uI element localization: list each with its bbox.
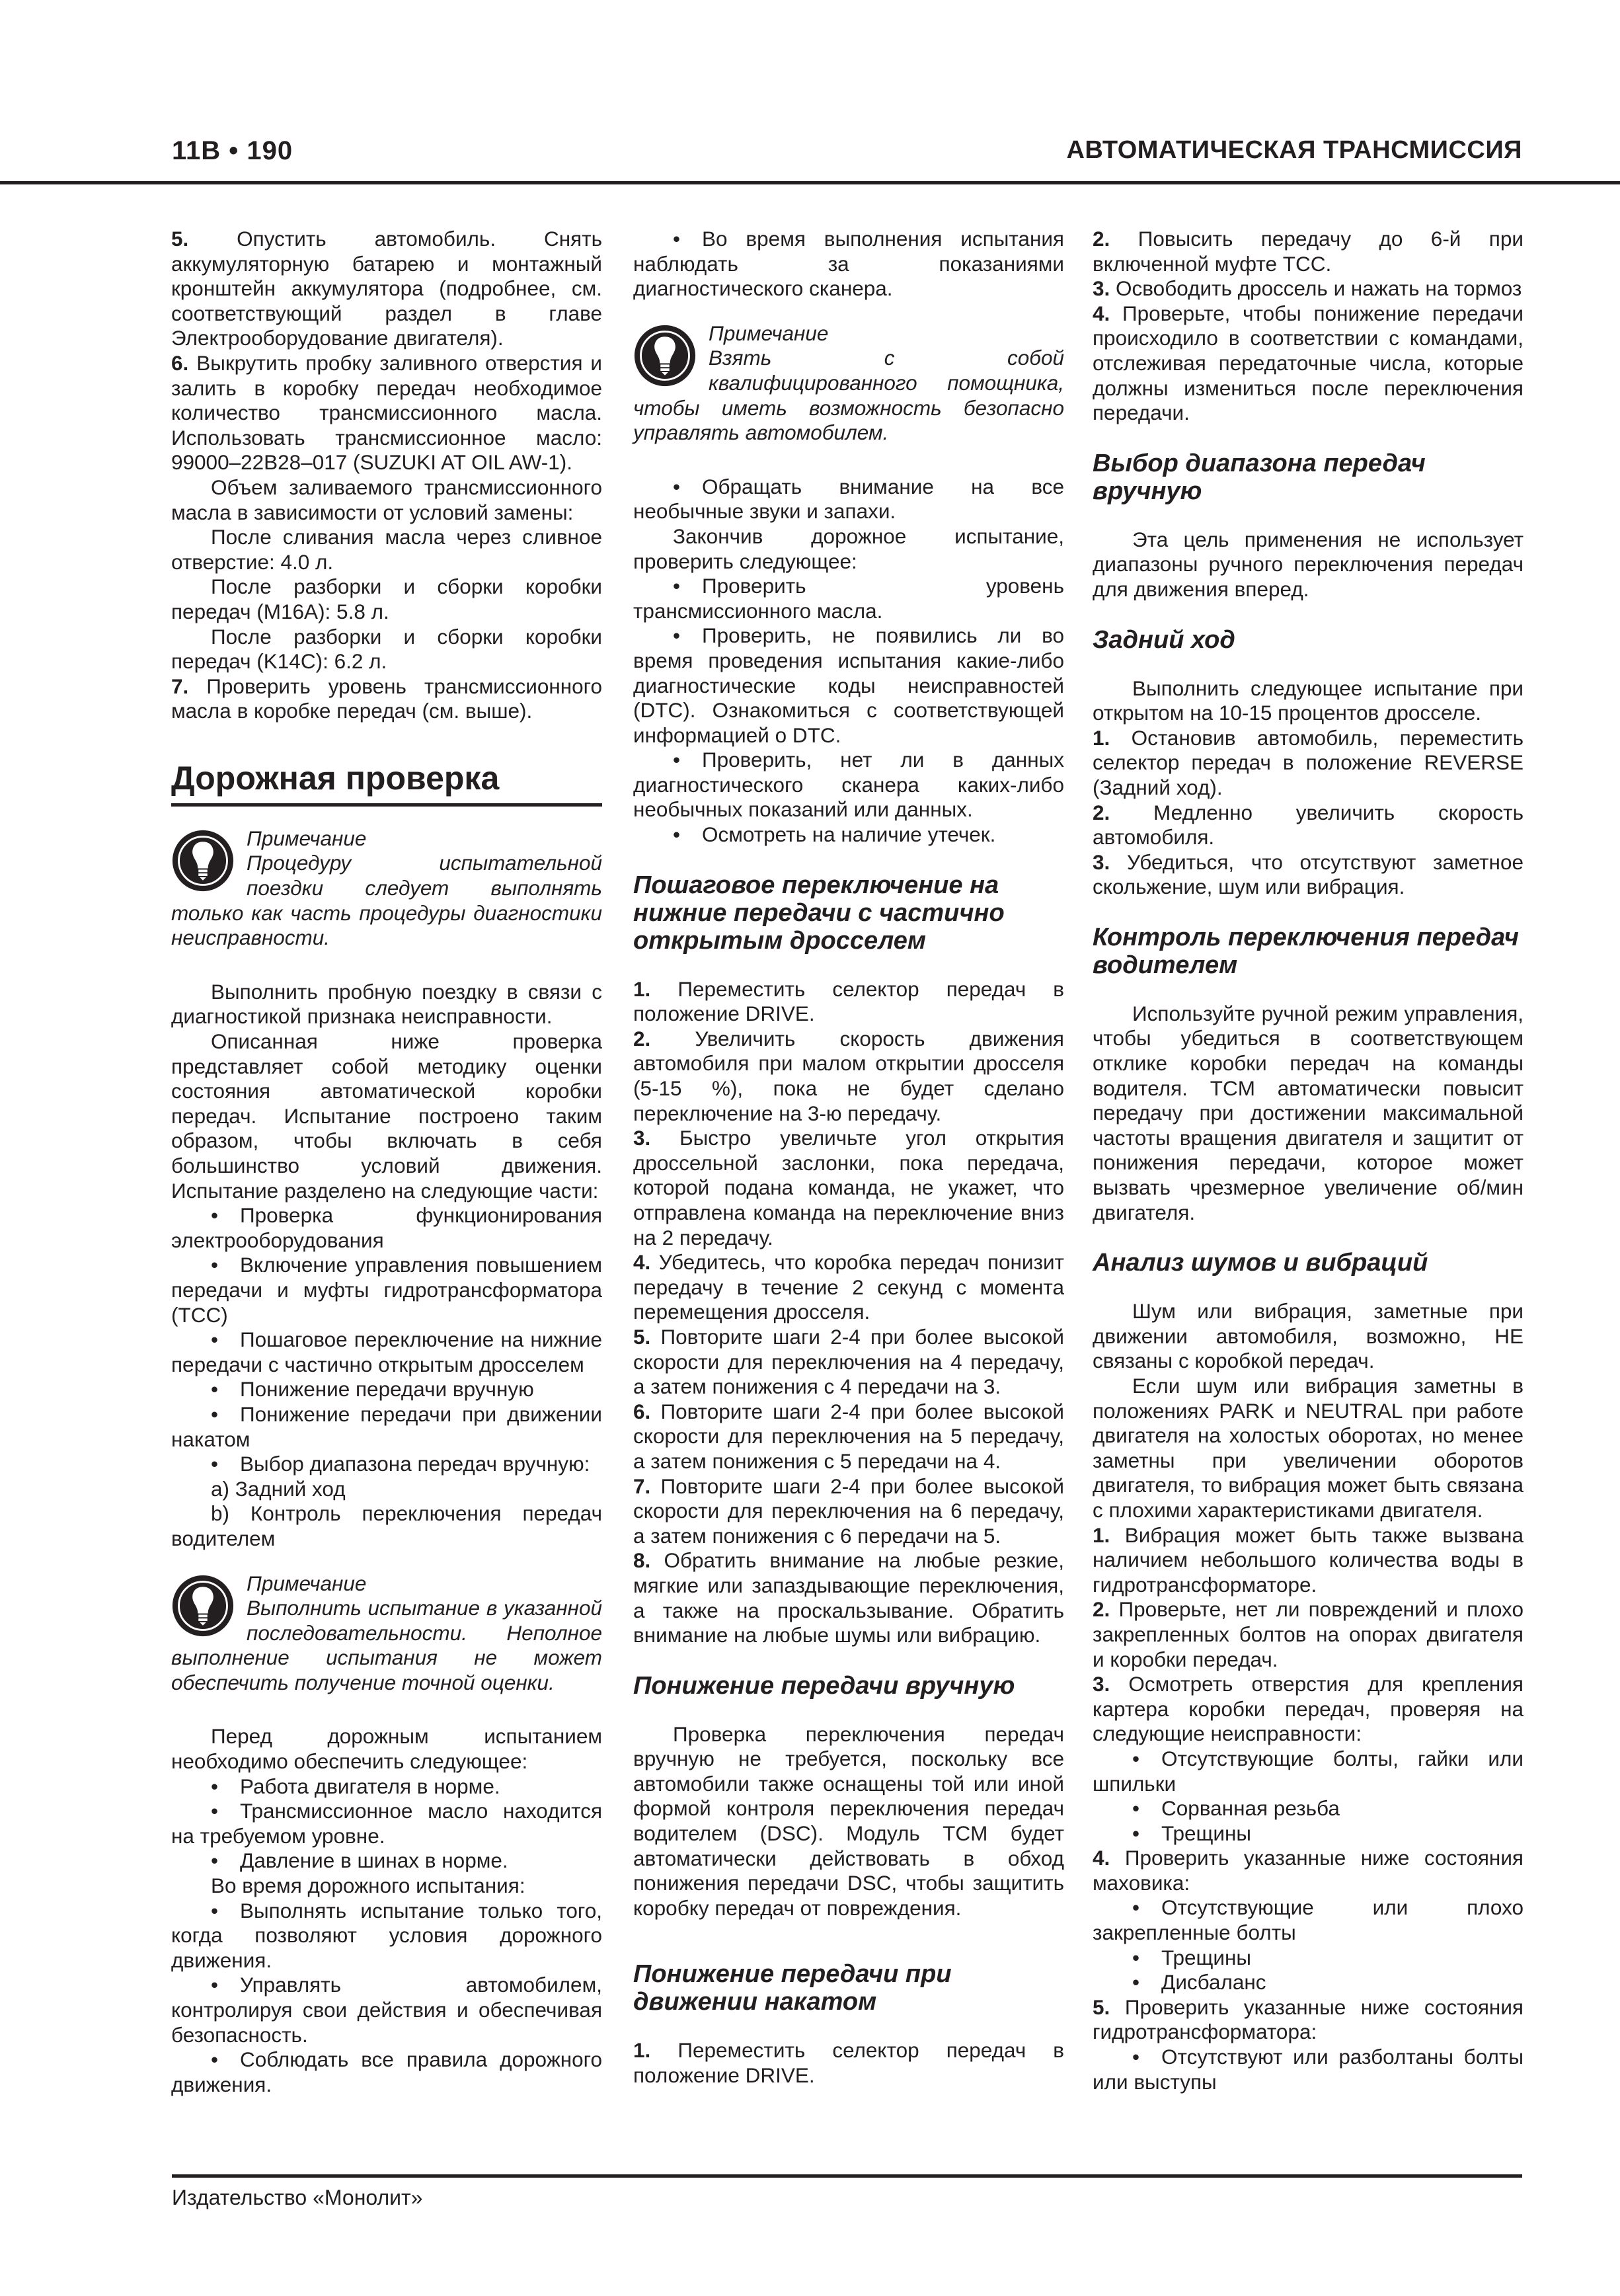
step: 3. Убедиться, что отсутствуют заметное скольжение, шум или вибрация. xyxy=(1093,850,1524,899)
lightbulb-note-icon xyxy=(171,829,235,892)
heading-manual-range: Выбор диапазона передач вручную xyxy=(1093,449,1426,505)
column-middle xyxy=(633,227,1064,2088)
note-text: Процедуру испытательной поездки следует выполнять только как часть процедуры диагностики неисправности. xyxy=(171,851,602,950)
heading-manual-downshift: Понижение передачи вручную xyxy=(633,1671,1015,1700)
page-number: 11B • 190 xyxy=(172,136,293,165)
list-item: • Понижение передачи при движении накатом xyxy=(171,1402,602,1452)
paragraph: Выполнить пробную поездку в связи с диагностикой признака неисправности. xyxy=(171,979,602,1029)
step: 1. Переместить селектор передач в положение DRIVE. xyxy=(633,2038,1064,2088)
note-label: Примечание xyxy=(709,321,829,345)
step: 2. Увеличить скорость движения автомобиля при малом открытии дросселя (5-15 %), пока не будет сделано переключение на 3-ю передачу. xyxy=(633,1026,1064,1125)
list-item: • Проверить, нет ли в данных диагностического сканера каких-либо необычных показаний или данных. xyxy=(633,748,1064,822)
list-item: • Отсутствующие или плохо закрепленные болты xyxy=(1093,1895,1524,1945)
list-item: • Выполнять испытание только того, когда позволяют условия дорожного движения. xyxy=(171,1899,602,1973)
note-text: Выполнить испытание в указанной последовательности. Неполное выполнение испытания не может обеспечить получение точной оценки. xyxy=(171,1596,602,1694)
step: 6. Повторите шаги 2-4 при более высокой скорости для переключения на 5 передачу, а затем понижения с 5 передачи на 4. xyxy=(633,1399,1064,1473)
paragraph: Используйте ручной режим управления, чтобы убедиться в соответствующем отклике коробки передач на команды водителя. TCM автоматически повысит передачу при достижении максимальной частоты вращения двигателя и защитит от понижения передачи, которое может вызвать чрезмерное увеличение об/мин двигателя. xyxy=(1093,1001,1524,1224)
list-item: • Обращать внимание на все необычные звуки и запахи. xyxy=(633,475,1064,524)
header-rule xyxy=(0,181,1620,184)
step: 4. Убедитесь, что коробка передач понизит передачу в течение 2 секунд с момента перемещения дросселя. xyxy=(633,1250,1064,1324)
list-item: • Осмотреть на наличие утечек. xyxy=(633,822,1064,848)
list-item: • Проверить уровень трансмиссионного масла. xyxy=(633,574,1064,623)
step: 3. Быстро увеличьте угол открытия дроссельной заслонки, пока передача, которой подана команда, не укажет, что отправлена команда на переключение вниз на 2 передачу. xyxy=(633,1126,1064,1249)
list-item: • Пошаговое переключение на нижние передачи с частично открытым дросселем xyxy=(171,1327,602,1377)
step: 1. Вибрация может быть также вызвана наличием небольшого количества воды в гидротрансформаторе. xyxy=(1093,1523,1524,1597)
list-item: • Соблюдать все правила дорожного движения. xyxy=(171,2047,602,2097)
footer-rule xyxy=(172,2174,1522,2178)
section-title-road-test: Дорожная проверка xyxy=(171,758,602,807)
step: 8. Обратить внимание на любые резкие, мягкие или запаздывающие переключения, а также на проскальзывание. Обратить внимание на любые шумы или вибрацию. xyxy=(633,1548,1064,1647)
step: 5. Проверить указанные ниже состояния гидротрансформатора: xyxy=(1093,1995,1524,2044)
column-left xyxy=(171,227,602,2097)
list-item: • Трансмиссионное масло находится на требуемом уровне. xyxy=(171,1799,602,1848)
note-label: Примечание xyxy=(247,826,367,850)
paragraph: Закончив дорожное испытание, проверить следующее: xyxy=(633,524,1064,573)
step: 1. Остановив автомобиль, переместить селектор передач в положение REVERSE (Задний ход). xyxy=(1093,725,1524,799)
note-box xyxy=(633,321,1064,446)
step: 2. Проверьте, нет ли повреждений и плохо закрепленных болтов на опорах двигателя и коробки передач. xyxy=(1093,1597,1524,1671)
step-7: 7. Проверить уровень трансмиссионного масла в коробке передач (см. выше). xyxy=(171,674,602,723)
list-item: • Включение управления повышением передачи и муфты гидротрансформатора (TCC) xyxy=(171,1253,602,1327)
step: 3. Осмотреть отверстия для крепления картера коробки передач, проверяя на следующие неисправности: xyxy=(1093,1672,1524,1746)
list-item: • Проверить, не появились ли во время проведения испытания какие-либо диагностические коды неисправностей (DTC). Ознакомиться с соответствующей информацией о DTC. xyxy=(633,623,1064,748)
step: 1. Переместить селектор передач в положение DRIVE. xyxy=(633,976,1064,1026)
lightbulb-note-icon xyxy=(633,324,697,387)
list-item: • Давление в шинах в норме. xyxy=(171,1848,602,1874)
lightbulb-note-icon xyxy=(171,1574,235,1638)
list-item: • Дисбаланс xyxy=(1093,1970,1524,1995)
paragraph: Перед дорожным испытанием необходимо обеспечить следующее: xyxy=(171,1724,602,1774)
list-item: • Трещины xyxy=(1093,1821,1524,1846)
step: 3. Освободить дроссель и нажать на тормоз xyxy=(1093,276,1522,301)
note-text: Взять с собой квалифицированного помощника, чтобы иметь возможность безопасно управлять автомобилем. xyxy=(633,346,1064,445)
paragraph: Эта цель применения не использует диапазоны ручного переключения передач для движения вперед. xyxy=(1093,527,1524,601)
list-item: • Отсутствуют или разболтаны болты или выступы xyxy=(1093,2045,1524,2094)
list-item: • Во время выполнения испытания наблюдать за показаниями диагностического сканера. xyxy=(633,227,1064,301)
list-item: • Сорванная резьба xyxy=(1093,1796,1524,1821)
step: 2. Повысить передачу до 6-й при включенной муфте TCC. xyxy=(1093,227,1524,276)
list-item: • Управлять автомобилем, контролируя свои действия и обеспечивая безопасность. xyxy=(171,1973,602,2047)
sub-list-item: a) Задний ход xyxy=(211,1476,346,1501)
heading-driver-shift-control: Контроль переключения передач водителем xyxy=(1093,923,1519,979)
paragraph: Во время дорожного испытания: xyxy=(211,1874,525,1898)
step: 4. Проверьте, чтобы понижение передачи происходило в соответствии с командами, отслеживая передаточные числа, которые должны измениться после переключения передачи. xyxy=(1093,301,1524,425)
volume-intro: Объем заливаемого трансмиссионного масла в зависимости от условий замены: xyxy=(171,475,602,524)
note-label: Примечание xyxy=(247,1571,367,1595)
chapter-title: АВТОМАТИЧЕСКАЯ ТРАНСМИССИЯ xyxy=(1066,136,1522,164)
publisher-name: Издательство «Монолит» xyxy=(172,2186,423,2209)
paragraph: Описанная ниже проверка представляет собой методику оценки состояния автоматической коробки передач. Испытание построено таким образом, чтобы включать в себя большинство условий движения. Испытание разделено на следующие части: xyxy=(171,1029,602,1203)
column-right xyxy=(1093,227,1524,2094)
list-item: • Проверка функционирования электрооборудования xyxy=(171,1203,602,1253)
list-item: • Понижение передачи вручную xyxy=(171,1377,602,1402)
paragraph: Если шум или вибрация заметны в положениях PARK и NEUTRAL при работе двигателя на холостых оборотах, но менее заметны при увеличении оборотов двигателя, то вибрация может быть связана с плохими характеристиками двигателя. xyxy=(1093,1374,1524,1522)
heading-noise-vibration: Анализ шумов и вибраций xyxy=(1093,1249,1428,1277)
volume-m16a: После разборки и сборки коробки передач (M16A): 5.8 л. xyxy=(171,574,602,623)
step: 2. Медленно увеличить скорость автомобиля. xyxy=(1093,800,1524,850)
list-item: • Работа двигателя в норме. xyxy=(171,1774,602,1800)
note-box xyxy=(171,826,602,951)
step: 5. Повторите шаги 2-4 при более высокой скорости для переключения на 4 передачу, а затем понижения с 4 передачи на 3. xyxy=(633,1324,1064,1399)
step: 4. Проверить указанные ниже состояния маховика: xyxy=(1093,1846,1524,1895)
paragraph: Выполнить следующее испытание при открытом на 10-15 процентов дросселе. xyxy=(1093,676,1524,725)
list-item: • Трещины xyxy=(1093,1946,1524,1971)
step-5: 5. Опустить автомобиль. Снять аккумуляторную батарею и монтажный кронштейн аккумулятора (подробнее, см. соответствующий раздел в главе Электрооборудование двигателя). xyxy=(171,227,602,350)
paragraph: Проверка переключения передач вручную не требуется, поскольку все автомобили также оснащены той или иной формой контроля переключения передач водителем (DSC). Модуль TCM будет автоматически действовать в обход понижения передачи DSC, чтобы защитить коробку передач от повреждения. xyxy=(633,1722,1064,1920)
volume-k14c: После разборки и сборки коробки передач (K14C): 6.2 л. xyxy=(171,624,602,674)
note-box xyxy=(171,1571,602,1696)
paragraph: Шум или вибрация, заметные при движении автомобиля, возможно, НЕ связаны с коробкой передач. xyxy=(1093,1299,1524,1373)
list-item: • Отсутствующие болты, гайки или шпильки xyxy=(1093,1747,1524,1796)
step: 7. Повторите шаги 2-4 при более высокой скорости для переключения на 6 передачу, а затем понижения с 6 передачи на 5. xyxy=(633,1474,1064,1548)
heading-reverse: Задний ход xyxy=(1093,625,1235,654)
list-item: • Выбор диапазона передач вручную: xyxy=(171,1452,602,1477)
sub-list-item: b) Контроль переключения передач водителем xyxy=(171,1501,602,1550)
step-6: 6. Выкрутить пробку заливного отверстия и залить в коробку передач необходимое количество трансмиссионного масла. Использовать трансмиссионное масло: 99000–22B28–017 (SUZUKI AT OIL AW-1). xyxy=(171,350,602,475)
heading-stepdown: Пошаговое переключение на нижние передачи с частично открытым дросселем xyxy=(633,871,1005,955)
volume-drain: После сливания масла через сливное отверстие: 4.0 л. xyxy=(171,525,602,574)
heading-coast-downshift: Понижение передачи при движении накатом xyxy=(633,1960,952,2016)
